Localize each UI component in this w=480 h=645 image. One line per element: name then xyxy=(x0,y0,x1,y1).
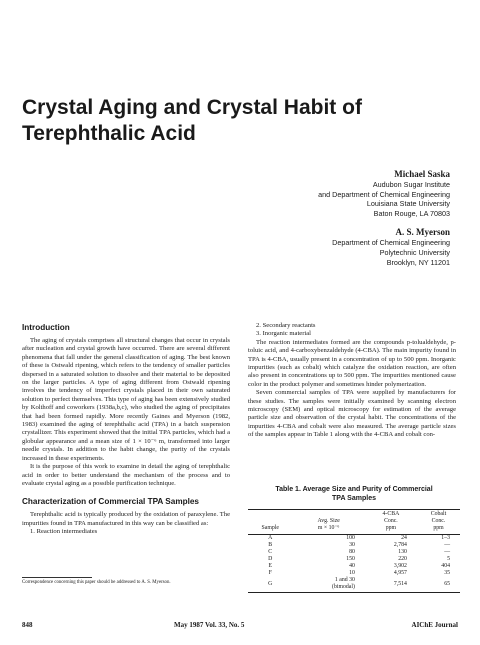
table-caption-line: Table 1. Average Size and Purity of Commercial xyxy=(275,486,433,493)
table-cell: E xyxy=(268,563,272,569)
affiliation-line: Department of Chemical Engineering xyxy=(332,238,450,248)
impurity-list xyxy=(22,528,230,536)
table-cell: 30 xyxy=(349,542,355,548)
table-cell: 220 xyxy=(398,556,407,562)
affiliation-line: Louisiana State University xyxy=(366,199,450,209)
table-cell: B xyxy=(268,542,273,548)
page-number: 848 xyxy=(22,621,33,629)
table-cell: D xyxy=(268,556,273,562)
section-heading-characterization: Characterization of Commercial TPA Samples xyxy=(22,497,199,507)
right-column xyxy=(248,322,456,440)
paragraph: The reaction intermediates formed are the compounds p-tolualdehyde, p-toluic acid, and 4-carboxybenzaldehyde (4-CBA). The main impurity found in TPA is 4-CBA, usually present in a concentration of up to 500 ppm. Inorganic impurities (such as cobalt) which catalyze the oxidation reaction, are often also present in concentrations up to 500 ppm. The impurities mentioned cause color in the product polymer and sometimes hinder polymerization. xyxy=(248,338,456,388)
author-name: Michael Saska xyxy=(394,169,450,179)
table-cell: 4,957 xyxy=(393,570,407,576)
list-item: 2. Secondary reactants xyxy=(256,322,316,329)
author-name: A. S. Myerson xyxy=(395,227,450,238)
table-cell: 130 xyxy=(398,549,407,555)
table-row xyxy=(248,556,460,563)
paragraph: Seven commercial samples of TPA were supplied by manufacturers for these studies. The samples were initially examined by scanning electron microscopy (SEM) and optical microscopy for estimation of the average particle size and observation of the crystal habit. The concentrations of the impurities 4-CBA and cobalt were also measured. The average particle sizes of the samples appear in Table 1 along with the 4-CBA and cobalt con- xyxy=(248,389,456,439)
column-header: Cobalt Conc. ppm xyxy=(417,510,460,535)
impurity-list-continued xyxy=(248,322,456,339)
affiliation-line: Baton Rouge, LA 70803 xyxy=(373,208,450,218)
table-caption xyxy=(248,485,460,503)
table-cell: 35 xyxy=(444,570,450,576)
journal-name: AIChE Journal xyxy=(411,621,458,629)
section-heading-introduction: Introduction xyxy=(22,323,70,332)
table-cell: — xyxy=(444,542,450,548)
table-cell: 100 xyxy=(346,535,355,541)
list-item: 3. Inorganic material xyxy=(256,330,311,338)
paragraph: Terephthalic acid is typically produced by the oxidation of paraxylene. The impurities found in TPA manufactured in this way can be classified as: xyxy=(22,511,230,527)
table-cell: A xyxy=(268,535,273,541)
footnote: Correspondence concerning this paper should be addressed to A. S. Myerson. xyxy=(22,580,171,585)
table-row xyxy=(248,535,460,543)
article-title: Crystal Aging and Crystal Habit of Terephthalic Acid xyxy=(22,96,362,145)
table-cell: 10 xyxy=(349,570,355,576)
paragraph: It is the purpose of this work to examine in detail the aging of terephthalic acid in order to better understand the mechanism of the process and to evaluate crystal aging as a possible purification technique. xyxy=(22,463,230,487)
table-cell: 1 and 30 (bimodal) xyxy=(292,577,364,593)
table-cell: 80 xyxy=(349,549,355,555)
author-1 xyxy=(150,168,450,218)
table-cell: 150 xyxy=(346,556,355,562)
column-header: Avg. Size m × 10⁻⁶ xyxy=(292,510,364,535)
paragraph: The aging of crystals comprises all structural changes that occur in crystals after nucleation and crystal growth have occurred. There are several different phenomena that fall under the general classification of aging. The best known of these is Ostwald ripening, which refers to the tendency of smaller particles dispersed in a saturated solution to dissolve and their material to be deposited on the larger particles. A type of aging different from Ostwald ripening involves the tendency of imperfect crystals placed in their own saturated solution to perfect themselves. This type of aging has been extensively studied by Kolthoff and coworkers (1938a,b,c), who studied the aging of precipitates that had been formed rapidly. More recently Gaines and Myerson (1982, 1983) examined the aging of terephthalic acid (TPA) in a batch suspension crystallizer. This experiment showed that the initial TPA particles, which had a globular appearance and a mean size of 1 × 10⁻⁶ m, transformed into larger needle crystals. In addition to the habit change, the purity of the crystals increased in these experiments. xyxy=(22,337,230,462)
footnote-rule xyxy=(22,577,92,578)
data-table xyxy=(248,509,460,593)
table-caption-line: TPA Samples xyxy=(332,495,376,502)
table-row xyxy=(248,570,460,577)
table-cell: 24 xyxy=(401,535,407,541)
table-cell: — xyxy=(444,549,450,555)
left-column xyxy=(22,322,230,537)
table-cell: 1–3 xyxy=(441,535,450,541)
table-cell: 3,902 xyxy=(393,563,407,569)
table-row xyxy=(248,563,460,570)
affiliation-line: Polytechnic University xyxy=(379,247,450,257)
table-1 xyxy=(248,485,460,593)
affiliation-line: Audubon Sugar Institute xyxy=(372,180,450,189)
table-cell: G xyxy=(248,577,292,593)
table-row xyxy=(248,542,460,549)
issue-info: May 1987 Vol. 33, No. 5 xyxy=(174,621,245,629)
affiliation-line: and Department of Chemical Engineering xyxy=(318,189,450,199)
affiliation-line: Brooklyn, NY 11201 xyxy=(386,257,450,267)
author-2 xyxy=(150,226,450,267)
author-list xyxy=(150,168,450,275)
list-item: 1. Reaction intermediates xyxy=(30,528,98,536)
table-cell: C xyxy=(268,549,273,555)
table-cell: 2,784 xyxy=(393,542,407,548)
table-cell: 40 xyxy=(349,563,355,569)
table-cell: 65 xyxy=(417,577,460,593)
column-header: 4-CBA Conc. ppm xyxy=(365,510,417,535)
table-row xyxy=(248,549,460,556)
table-cell: 5 xyxy=(447,556,450,562)
column-header: Sample xyxy=(248,510,292,535)
table-cell: 7,514 xyxy=(365,577,417,593)
table-cell: 404 xyxy=(441,563,450,569)
table-row xyxy=(248,577,460,593)
table-cell: F xyxy=(268,570,272,576)
